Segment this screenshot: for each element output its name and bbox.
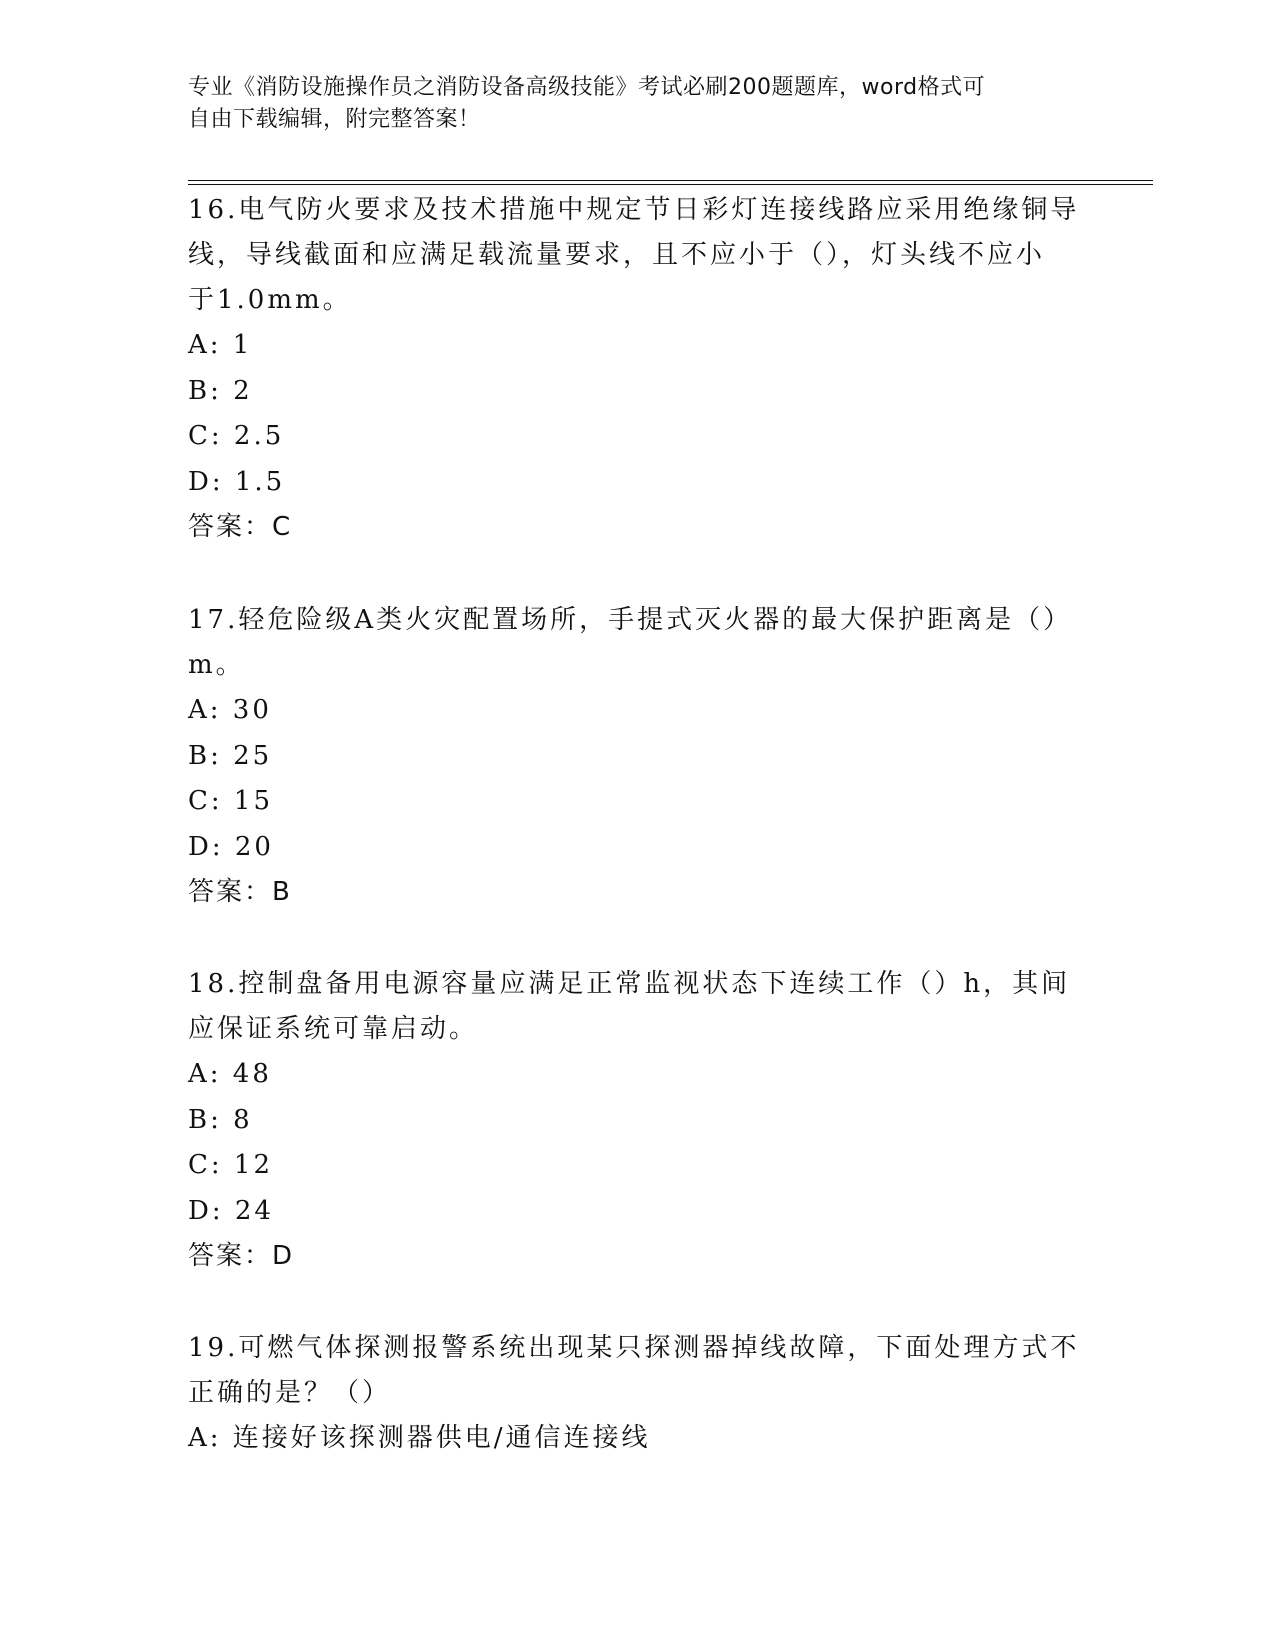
option-c: C: 12: [188, 1150, 274, 1180]
option-d: D: 24: [188, 1195, 274, 1226]
header-divider-top: [188, 180, 1153, 181]
question-19: [188, 1326, 1088, 1462]
option-b: B: 8: [188, 1104, 253, 1135]
document-header: [188, 72, 1088, 136]
answer-line: 答案：D: [188, 1241, 295, 1271]
header-line-2: 自由下载编辑，附完整答案！: [188, 107, 481, 132]
question-stem-line: 16.电气防火要求及技术措施中规定节日彩灯连接线路应采用绝缘铜导: [188, 195, 1080, 225]
answer-line: 答案：C: [188, 512, 293, 542]
question-stem-line: 18.控制盘备用电源容量应满足正常监视状态下连续工作（）h，其间: [188, 969, 1071, 999]
question-17: [188, 598, 1088, 915]
answer-line: 答案：B: [188, 877, 292, 907]
option-c: C: 2.5: [188, 421, 285, 451]
question-16: [188, 188, 1088, 550]
option-d: D: 1.5: [188, 466, 286, 497]
option-a: A: 连接好该探测器供电/通信连接线: [188, 1423, 651, 1453]
question-stem-line: m。: [188, 650, 245, 680]
option-c: C: 15: [188, 786, 274, 816]
option-d: D: 20: [188, 831, 274, 862]
header-line-1: 专业《消防设施操作员之消防设备高级技能》考试必刷200题题库，word格式可: [188, 75, 986, 100]
question-stem-line: 19.可燃气体探测报警系统出现某只探测器掉线故障，下面处理方式不: [188, 1333, 1080, 1363]
option-a: A: 1: [188, 330, 253, 360]
option-b: B: 25: [188, 740, 273, 771]
option-a: A: 30: [188, 695, 272, 725]
option-b: B: 2: [188, 375, 253, 406]
question-18: [188, 962, 1088, 1279]
question-stem-line: 线，导线截面和应满足载流量要求，且不应小于（），灯头线不应小: [188, 240, 1046, 270]
option-a: A: 48: [188, 1059, 272, 1089]
question-stem-line: 应保证系统可靠启动。: [188, 1014, 479, 1044]
header-divider-bottom: [188, 184, 1153, 185]
question-stem-line: 17.轻危险级A类火灾配置场所，手提式灭火器的最大保护距离是（）: [188, 605, 1073, 635]
question-stem-line: 正确的是？（）: [188, 1378, 392, 1408]
question-stem-line: 于1.0mm。: [188, 285, 352, 315]
